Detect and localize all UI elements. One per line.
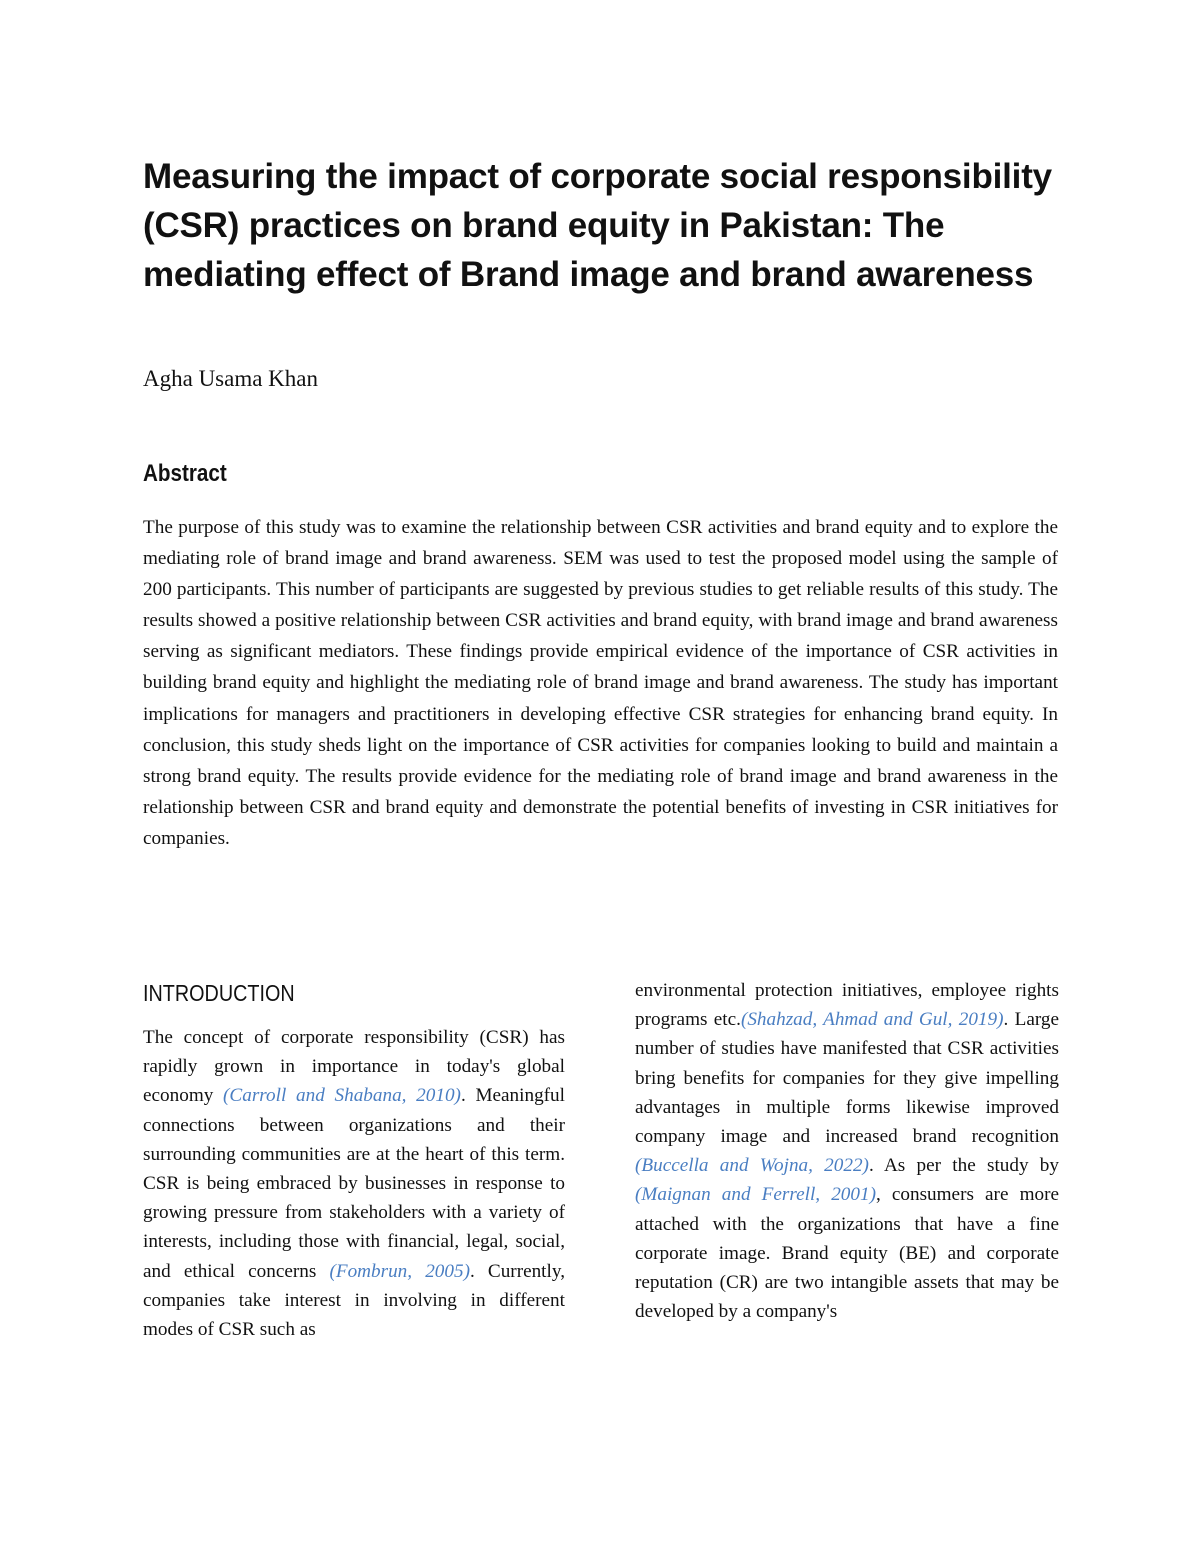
introduction-heading: INTRODUCTION	[143, 980, 295, 1006]
citation-shahzad-ahmad-gul-2019: (Shahzad, Ahmad and Gul, 2019)	[740, 1009, 1004, 1031]
introduction-left-column	[143, 978, 565, 1344]
paper-title: Measuring the impact of corporate social responsibility (CSR) practices on brand equity in Pakistan: The mediating effect of Brand image and brand awareness	[143, 157, 1052, 294]
intro-right-text-1: environmental protection initiatives, employee rights programs etc.	[635, 980, 1059, 1031]
author-name: Agha Usama Khan	[143, 366, 319, 391]
introduction-paragraph-right	[635, 976, 1059, 1326]
citation-fombrun-2005: (Fombrun, 2005)	[329, 1260, 470, 1282]
intro-left-text-3: . Currently, companies take interest in involving in different modes of CSR such as	[143, 1260, 565, 1341]
citation-carroll-shabana-2010: (Carroll and Shabana, 2010)	[223, 1085, 461, 1107]
intro-left-text-1: The concept of corporate responsibility (CSR) has rapidly grown in importance in today's global economy	[143, 1027, 565, 1107]
citation-maignan-ferrell-2001: (Maignan and Ferrell, 2001)	[635, 1184, 876, 1206]
abstract-heading: Abstract	[143, 460, 227, 487]
introduction-paragraph-left	[143, 1023, 565, 1344]
citation-buccella-wojna-2022: (Buccella and Wojna, 2022)	[635, 1155, 869, 1177]
introduction-right-column	[635, 976, 1059, 1326]
intro-right-text-3: . As per the study by	[868, 1155, 1059, 1177]
intro-left-text-2: . Meaningful connections between organizations and their surrounding communities are at the heart of this term. CSR is being embraced by businesses in response to growing pressure from stakeholders with a variety of interests, including those with financial, legal, social, and ethical concerns	[143, 1085, 565, 1282]
abstract-body: The purpose of this study was to examine the relationship between CSR activities and brand equity and to explore the mediating role of brand image and brand awareness. SEM was used to test the proposed model using the sample of 200 participants. This number of participants are suggested by previous studies to get reliable results of this study. The results showed a positive relationship between CSR activities and brand equity, with brand image and brand awareness serving as significant mediators. These findings provide empirical evidence of the importance of CSR activities in building brand equity and highlight the mediating role of brand image and brand awareness. The study has important implications for managers and practitioners in developing effective CSR strategies for enhancing brand equity. In conclusion, this study sheds light on the importance of CSR activities for companies looking to build and maintain a strong brand equity. The results provide evidence for the mediating role of brand image and brand awareness in the relationship between CSR and brand equity and demonstrate the potential benefits of investing in CSR initiatives for companies.	[143, 517, 1058, 849]
intro-right-text-2: . Large number of studies have manifested that CSR activities bring benefits for companies for they give impelling advantages in multiple forms likewise improved company image and increased brand recognition	[635, 1009, 1059, 1148]
intro-right-text-4: , consumers are more attached with the organizations that have a fine corporate image. Brand equity (BE) and corporate reputation (CR) are two intangible assets that may be developed by a company's	[635, 1184, 1059, 1323]
